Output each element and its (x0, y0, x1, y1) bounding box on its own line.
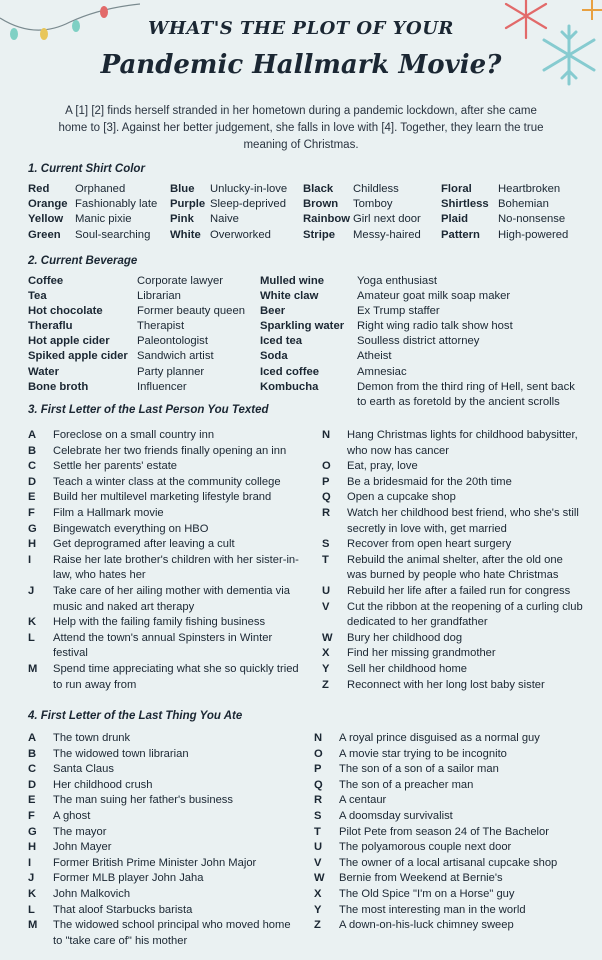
beverage-name: Beer (260, 305, 286, 318)
letter-label: Y (314, 903, 322, 916)
beverage-name: Iced tea (260, 335, 303, 348)
shirt-color-name: Black (303, 183, 334, 195)
ate-list-item (28, 778, 298, 794)
ate-list-item (314, 825, 584, 841)
texted-list-item (322, 584, 584, 600)
texted-list-item (322, 490, 584, 506)
letter-meaning: Take care of her ailing mother with dementia via music and naked art therapy (53, 584, 290, 613)
ate-list-right (314, 731, 584, 934)
letter-meaning: Rebuild the animal shelter, after the old one was burned by people who hate Christmas (347, 553, 563, 582)
texted-list-item (28, 522, 306, 538)
ate-list-item (28, 918, 298, 949)
letter-label: G (28, 825, 37, 838)
letter-meaning: Pilot Pete from season 24 of The Bachelor (339, 825, 549, 838)
beverage-trait: Demon from the third ring of Hell, sent back to earth as foretold by the ancient scrolls (357, 380, 575, 408)
letter-meaning: Hang Christmas lights for childhood babysitter, who now has cancer (347, 429, 578, 457)
letter-meaning: John Mayer (53, 841, 112, 854)
letter-label: R (314, 794, 323, 807)
letter-meaning: Sell her childhood home (347, 662, 468, 675)
shirt-color-name: Pattern (441, 228, 480, 241)
letter-label: W (322, 631, 333, 644)
letter-label: J (28, 584, 35, 597)
letter-label: E (28, 491, 36, 504)
letter-label: A (28, 732, 37, 744)
letter-meaning: A doomsday survivalist (339, 809, 453, 822)
beverage-name: Water (28, 365, 59, 378)
letter-meaning: Recover from open heart surgery (347, 538, 512, 551)
shirt-color-trait: Orphaned (75, 183, 126, 195)
shirt-color-row (170, 197, 287, 212)
texted-list-item (28, 459, 306, 475)
ate-list-item (28, 747, 298, 763)
texted-list-right (322, 428, 584, 693)
letter-label: Z (314, 919, 321, 932)
letter-label: S (314, 809, 322, 822)
letter-meaning: Build her multilevel marketing lifestyle brand (53, 491, 272, 504)
letter-label: L (28, 631, 35, 644)
letter-label: Q (322, 491, 331, 504)
letter-label: F (28, 506, 35, 519)
ate-list-item (314, 793, 584, 809)
ate-list-item (314, 747, 584, 763)
letter-label: G (28, 522, 37, 535)
letter-meaning: Watch her childhood best friend, who she's still secretly in love with, get married (347, 506, 579, 535)
texted-list-item (28, 444, 306, 460)
shirt-color-trait: Naive (210, 213, 239, 226)
letter-label: P (322, 475, 330, 488)
beverage-trait: Influencer (137, 380, 187, 393)
letter-label: H (28, 841, 37, 854)
beverage-row (28, 304, 258, 319)
letter-label: O (322, 460, 331, 473)
letter-label: M (28, 662, 38, 675)
letter-meaning: The polyamorous couple next door (339, 841, 512, 854)
ate-list-item (314, 762, 584, 778)
texted-list-item (322, 678, 584, 694)
beverage-row (260, 274, 590, 289)
section-title-shirt-color: 1. Current Shirt Color (28, 163, 145, 175)
letter-meaning: Open a cupcake shop (347, 491, 456, 504)
letter-label: K (28, 887, 37, 900)
beverage-name: Hot chocolate (28, 305, 103, 318)
letter-meaning: Film a Hallmark movie (53, 506, 164, 519)
beverage-name: Bone broth (28, 380, 89, 393)
shirt-color-trait: Bohemian (498, 198, 549, 211)
ate-list-item (28, 887, 298, 903)
letter-meaning: Attend the town's annual Spinsters in Winter festival (53, 631, 273, 660)
letter-label: C (28, 460, 37, 473)
texted-list-item (322, 506, 584, 537)
shirt-color-row (170, 182, 287, 197)
letter-meaning: Cut the ribbon at the reopening of a curling club dedicated to her grandfather (347, 600, 583, 629)
shirt-color-column (28, 182, 157, 243)
letter-meaning: Teach a winter class at the community college (53, 475, 281, 488)
beverage-name: Tea (28, 290, 47, 303)
ate-list-left (28, 731, 298, 949)
beverage-name: Kombucha (260, 380, 319, 393)
beverage-trait: Amateur goat milk soap maker (357, 290, 511, 303)
beverage-trait: Amnesiac (357, 365, 407, 378)
shirt-color-trait: Overworked (210, 228, 271, 241)
shirt-color-row (28, 212, 157, 227)
shirt-color-trait: No-nonsense (498, 213, 566, 226)
beverage-row (260, 289, 590, 304)
letter-meaning: Eat, pray, love (347, 460, 418, 473)
shirt-color-row (441, 228, 568, 243)
texted-list-item (322, 600, 584, 631)
beverage-trait: Librarian (137, 290, 181, 303)
beverage-column (260, 274, 590, 410)
ate-list-item (28, 856, 298, 872)
beverage-name: Spiked apple cider (28, 350, 128, 363)
beverage-row (260, 349, 590, 364)
shirt-color-name: Yellow (28, 213, 64, 226)
shirt-color-name: Blue (170, 183, 195, 195)
ate-list-item (314, 856, 584, 872)
beverage-row (28, 334, 258, 349)
ate-list-item (314, 903, 584, 919)
shirt-color-row (170, 228, 287, 243)
letter-meaning: The widowed town librarian (53, 747, 189, 760)
texted-list-item (28, 615, 306, 631)
texted-list-item (28, 662, 306, 693)
ate-list-item (314, 778, 584, 794)
shirt-color-column (170, 182, 287, 243)
letter-label: T (314, 825, 321, 838)
texted-list-item (28, 428, 306, 444)
shirt-color-name: White (170, 228, 201, 241)
letter-label: J (28, 872, 35, 885)
letter-label: C (28, 763, 37, 776)
shirt-color-column (303, 182, 421, 243)
letter-meaning: A ghost (53, 809, 91, 822)
shirt-color-name: Stripe (303, 228, 336, 241)
letter-label: W (314, 872, 325, 885)
beverage-row (260, 334, 590, 349)
beverage-row (260, 304, 590, 319)
letter-meaning: Rebuild her life after a failed run for congress (347, 584, 571, 597)
shirt-color-row (170, 212, 287, 227)
letter-meaning: Settle her parents' estate (53, 460, 178, 473)
letter-meaning: A royal prince disguised as a normal guy (339, 732, 540, 744)
letter-meaning: Find her missing grandmother (347, 647, 496, 660)
shirt-color-trait: Girl next door (353, 213, 421, 226)
shirt-color-column (441, 182, 568, 243)
letter-meaning: Help with the failing family fishing business (53, 616, 266, 629)
letter-meaning: Bingewatch everything on HBO (53, 522, 209, 535)
beverage-name: Hot apple cider (28, 335, 110, 348)
beverage-trait: Paleontologist (137, 335, 208, 348)
beverage-row (28, 365, 258, 380)
letter-label: P (314, 763, 322, 776)
letter-label: B (28, 444, 37, 457)
texted-list-item (28, 506, 306, 522)
beverage-name: White claw (260, 290, 319, 303)
beverage-name: Soda (260, 350, 288, 363)
texted-list-item (322, 553, 584, 584)
letter-label: O (314, 747, 323, 760)
ate-list-item (28, 731, 298, 747)
letter-label: S (322, 538, 330, 551)
ate-list-item (314, 840, 584, 856)
section-title-ate: 4. First Letter of the Last Thing You Ate (28, 710, 243, 722)
beverage-row (28, 349, 258, 364)
ate-list-item (314, 887, 584, 903)
texted-list-item (28, 584, 306, 615)
shirt-color-name: Orange (28, 198, 68, 211)
shirt-color-row (28, 182, 157, 197)
shirt-color-trait: Tomboy (353, 198, 393, 211)
letter-label: D (28, 475, 37, 488)
ate-list-item (314, 731, 584, 747)
texted-list-item (322, 662, 584, 678)
letter-label: Y (322, 662, 330, 675)
ate-list-item (28, 809, 298, 825)
letter-label: M (28, 919, 38, 932)
shirt-color-name: Red (28, 183, 50, 195)
shirt-color-trait: High-powered (498, 228, 569, 241)
texted-list-item (28, 553, 306, 584)
letter-label: T (322, 553, 329, 566)
letter-meaning: Reconnect with her long lost baby sister (347, 678, 545, 691)
shirt-color-row (303, 228, 421, 243)
shirt-color-name: Pink (170, 213, 194, 226)
letter-label: I (28, 553, 32, 566)
letter-meaning: The widowed school principal who moved home to "take care of" his mother (53, 919, 291, 947)
letter-label: R (322, 506, 331, 519)
shirt-color-row (28, 228, 157, 243)
letter-label: Q (314, 778, 323, 791)
shirt-color-row (303, 197, 421, 212)
title-line-2: Pandemic Hallmark Movie? (100, 50, 502, 80)
letter-label: X (322, 647, 330, 660)
letter-meaning: The Old Spice "I'm on a Horse" guy (339, 887, 515, 900)
beverage-row (28, 380, 258, 395)
letter-label: K (28, 616, 37, 629)
shirt-color-trait: Unlucky-in-love (210, 183, 288, 195)
letter-meaning: Get deprogramed after leaving a cult (53, 538, 235, 551)
snowflake-icon (582, 0, 602, 20)
shirt-color-trait: Messy-haired (353, 228, 421, 241)
shirt-color-name: Shirtless (441, 198, 489, 211)
letter-meaning: The man suing her father's business (53, 794, 233, 807)
texted-list-item (322, 646, 584, 662)
letter-meaning: A movie star trying to be incognito (339, 747, 507, 760)
letter-label: I (28, 856, 32, 869)
letter-label: E (28, 794, 36, 807)
letter-meaning: Santa Claus (53, 763, 114, 776)
shirt-color-row (303, 212, 421, 227)
beverage-name: Sparkling water (260, 320, 345, 333)
beverage-name: Iced coffee (260, 365, 320, 378)
shirt-color-row (441, 212, 568, 227)
letter-meaning: Former MLB player John Jaha (53, 872, 204, 885)
shirt-color-trait: Childless (353, 183, 399, 195)
shirt-color-row (28, 197, 157, 212)
letter-meaning: The owner of a local artisanal cupcake shop (339, 856, 558, 869)
letter-label: N (322, 429, 331, 441)
letter-label: U (314, 841, 323, 854)
letter-label: D (28, 778, 37, 791)
letter-meaning: The mayor (53, 825, 107, 838)
texted-list-item (322, 475, 584, 491)
letter-label: V (314, 856, 322, 869)
letter-label: V (322, 600, 330, 613)
intro-text: A [1] [2] finds herself stranded in her hometown during a pandemic lockdown, after she came home to [3]. Against her better judgement, she falls in love with [4]. Together, they learn the true meaning of Christmas. (58, 105, 544, 151)
texted-list-item (28, 475, 306, 491)
beverage-trait: Soulless district attorney (357, 335, 480, 348)
letter-label: B (28, 747, 37, 760)
letter-label: A (28, 429, 37, 441)
title-line-1: WHAT'S THE PLOT OF YOUR (148, 18, 454, 39)
beverage-trait: Ex Trump staffer (357, 305, 440, 318)
letter-meaning: John Malkovich (53, 887, 131, 900)
section-title-beverage: 2. Current Beverage (28, 255, 138, 267)
texted-list-item (322, 459, 584, 475)
letter-label: X (314, 887, 322, 900)
letter-label: U (322, 584, 331, 597)
shirt-color-name: Brown (303, 198, 339, 211)
beverage-row (28, 289, 258, 304)
shirt-color-name: Plaid (441, 213, 468, 226)
letter-label: N (314, 732, 323, 744)
ate-list-item (314, 918, 584, 934)
shirt-color-name: Purple (170, 198, 206, 211)
beverage-trait: Right wing radio talk show host (357, 320, 513, 333)
letter-meaning: Bury her childhood dog (347, 631, 463, 644)
letter-label: Z (322, 678, 329, 691)
letter-meaning: A centaur (339, 794, 387, 807)
ate-list-item (28, 825, 298, 841)
beverage-trait: Party planner (137, 365, 205, 378)
shirt-color-row (441, 197, 568, 212)
ate-list-item (314, 809, 584, 825)
beverage-trait: Former beauty queen (137, 305, 246, 318)
letter-meaning: The son of a son of a sailor man (339, 763, 499, 776)
texted-list-item (28, 537, 306, 553)
beverage-trait: Corporate lawyer (137, 275, 224, 287)
beverage-name: Theraflu (28, 320, 73, 333)
letter-meaning: That aloof Starbucks barista (53, 903, 193, 916)
texted-list-item (322, 537, 584, 553)
section-title-texted: 3. First Letter of the Last Person You Texted (28, 404, 269, 416)
beverage-row (260, 319, 590, 334)
letter-meaning: Former British Prime Minister John Major (53, 856, 257, 869)
beverage-trait: Yoga enthusiast (357, 275, 437, 287)
ate-list-item (28, 840, 298, 856)
shirt-color-row (441, 182, 568, 197)
ate-list-item (28, 903, 298, 919)
letter-meaning: The town drunk (53, 732, 131, 744)
letter-meaning: Be a bridesmaid for the 20th time (347, 475, 512, 488)
shirt-color-name: Rainbow (303, 213, 351, 226)
beverage-row (260, 365, 590, 380)
texted-list-item (28, 490, 306, 506)
letter-label: F (28, 809, 35, 822)
beverage-column (28, 274, 258, 395)
letter-meaning: Her childhood crush (53, 778, 153, 791)
beverage-name: Mulled wine (260, 275, 325, 287)
letter-label: H (28, 538, 37, 551)
texted-list-item (28, 631, 306, 662)
ate-list-item (314, 871, 584, 887)
shirt-color-name: Floral (441, 183, 472, 195)
shirt-color-trait: Manic pixie (75, 213, 132, 226)
shirt-color-trait: Heartbroken (498, 183, 561, 195)
beverage-trait: Sandwich artist (137, 350, 214, 363)
texted-list-item (322, 428, 584, 459)
letter-meaning: Spend time appreciating what she so quickly tried to run away from (53, 662, 299, 691)
letter-meaning: Foreclose on a small country inn (53, 429, 215, 441)
beverage-trait: Atheist (357, 350, 392, 363)
texted-list-left (28, 428, 306, 693)
shirt-color-trait: Fashionably late (75, 198, 158, 211)
shirt-color-name: Green (28, 228, 61, 241)
letter-meaning: The son of a preacher man (339, 778, 474, 791)
beverage-trait: Therapist (137, 320, 185, 333)
shirt-color-trait: Sleep-deprived (210, 198, 286, 211)
letter-meaning: Celebrate her two friends finally opening an inn (53, 444, 287, 457)
letter-label: L (28, 903, 35, 916)
beverage-row (28, 319, 258, 334)
letter-meaning: Raise her late brother's children with her sister-in-law, who hates her (53, 553, 299, 582)
letter-meaning: The most interesting man in the world (339, 903, 526, 916)
ate-list-item (28, 762, 298, 778)
texted-list-item (322, 631, 584, 647)
letter-meaning: Bernie from Weekend at Bernie's (339, 872, 503, 885)
shirt-color-row (303, 182, 421, 197)
letter-meaning: A down-on-his-luck chimney sweep (339, 919, 514, 932)
shirt-color-trait: Soul-searching (75, 228, 151, 241)
beverage-row (28, 274, 258, 289)
ate-list-item (28, 793, 298, 809)
beverage-name: Coffee (28, 275, 64, 287)
beverage-row (260, 380, 590, 410)
ate-list-item (28, 871, 298, 887)
